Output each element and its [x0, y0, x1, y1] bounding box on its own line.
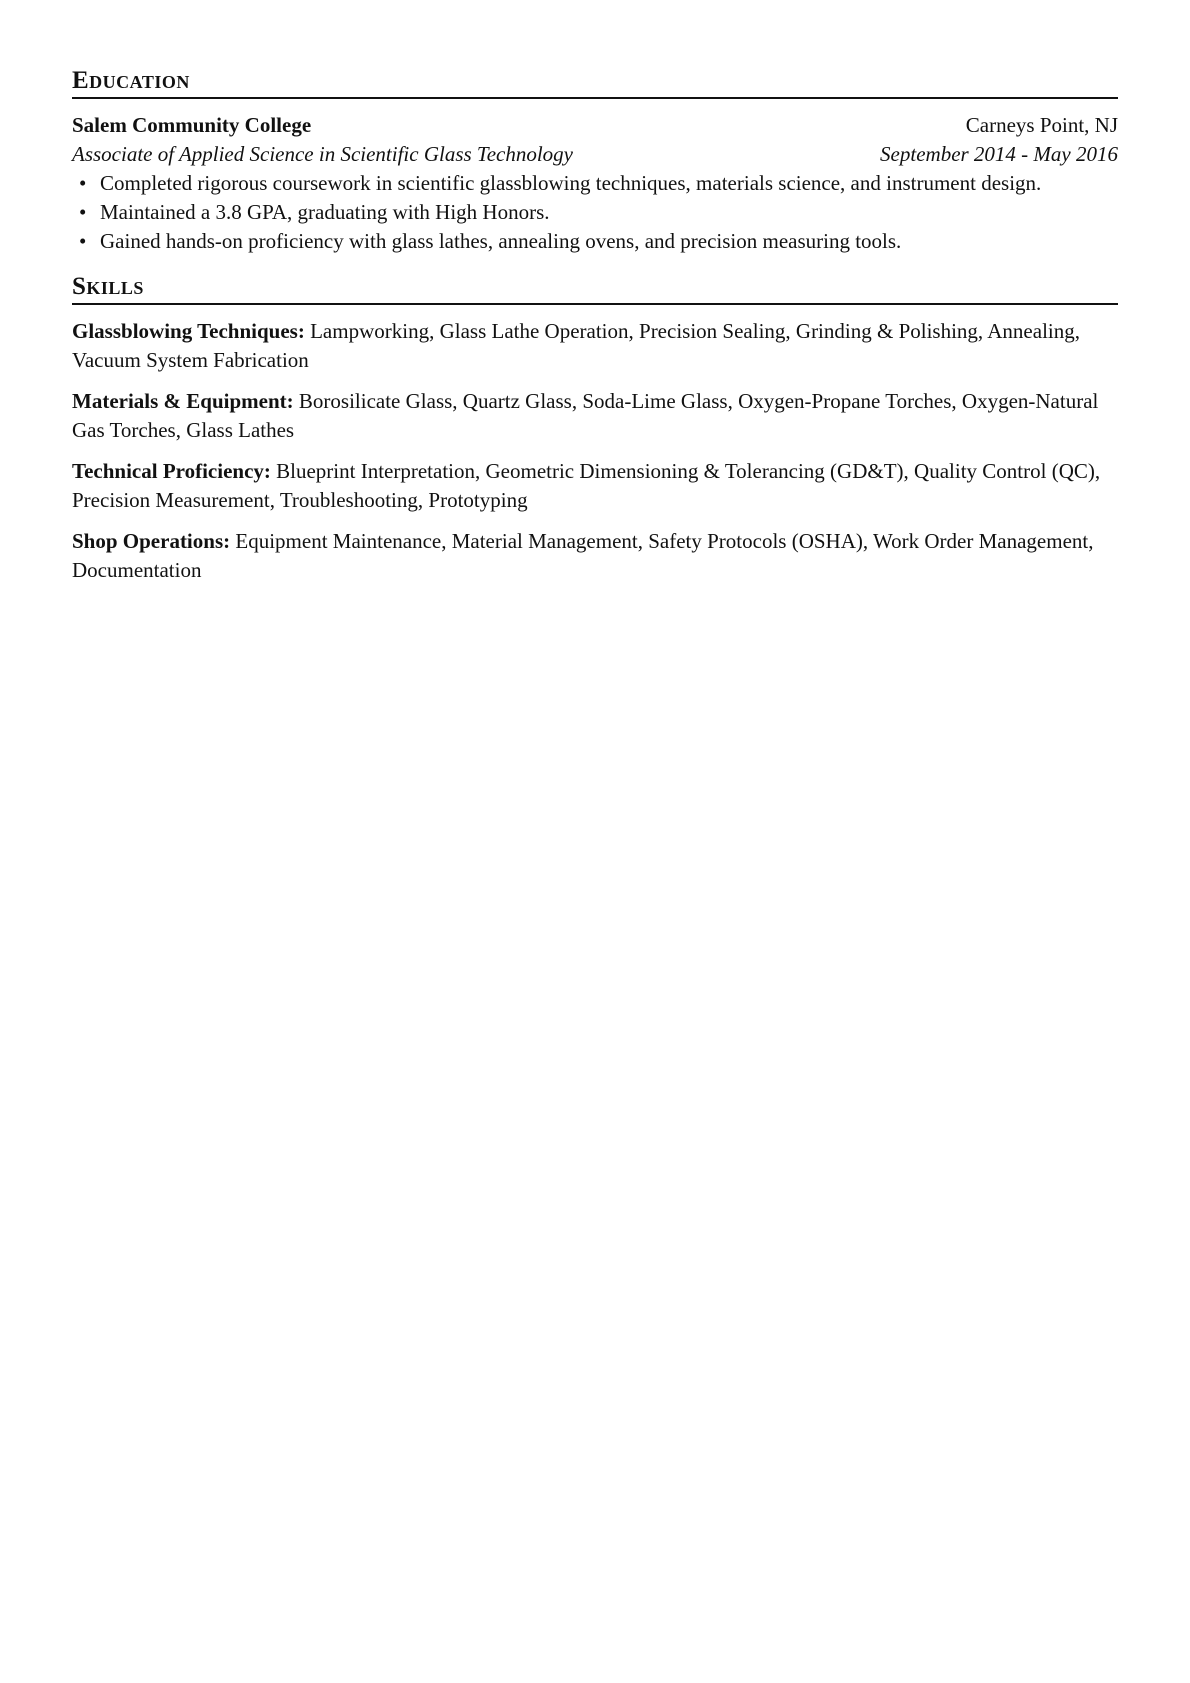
skill-text: Equipment Maintenance, Material Management, Safety Protocols (OSHA), Work Order Management, Documentation	[72, 529, 1094, 582]
skill-text: Lampworking, Glass Lathe Operation, Precision Sealing, Grinding & Polishing, Annealing, Vacuum System Fabrication	[72, 319, 1080, 372]
list-item	[72, 227, 1118, 256]
skill-item-technical	[72, 457, 1118, 515]
bullet-text: Maintained a 3.8 GPA, graduating with High Honors.	[100, 200, 550, 224]
school-location: Carneys Point, NJ	[965, 113, 1118, 137]
education-section	[72, 68, 1118, 256]
skill-label: Technical Proficiency:	[72, 459, 271, 483]
bullet-icon: •	[79, 171, 87, 195]
school-name: Salem Community College	[72, 113, 312, 137]
education-bullet-list	[72, 169, 1118, 256]
bullet-icon: •	[79, 200, 87, 224]
education-divider	[72, 97, 1118, 99]
skill-label: Shop Operations:	[72, 529, 231, 553]
list-item	[72, 169, 1118, 198]
skill-label: Glassblowing Techniques:	[72, 319, 305, 343]
skill-item-glassblowing	[72, 317, 1118, 375]
bullet-text: Completed rigorous coursework in scientific glassblowing techniques, materials science, and instrument design.	[100, 171, 1042, 195]
education-entry-header	[72, 111, 1118, 140]
skill-text: Borosilicate Glass, Quartz Glass, Soda-Lime Glass, Oxygen-Propane Torches, Oxygen-Natural Gas Torches, Glass Lathes	[72, 389, 1099, 442]
list-item	[72, 198, 1118, 227]
degree-name: Associate of Applied Science in Scientific Glass Technology	[72, 142, 573, 166]
skill-item-shop-operations	[72, 527, 1118, 585]
skill-item-materials	[72, 387, 1118, 445]
education-entry-subheader	[72, 140, 1118, 169]
skills-section	[72, 274, 1118, 585]
skill-text: Blueprint Interpretation, Geometric Dimensioning & Tolerancing (GD&T), Quality Control (QC), Precision Measurement, Troubleshooting, Prototyping	[72, 459, 1101, 512]
skill-label: Materials & Equipment:	[72, 389, 294, 413]
education-heading: Education	[72, 67, 190, 94]
bullet-text: Gained hands-on proficiency with glass lathes, annealing ovens, and precision measuring tools.	[100, 229, 902, 253]
bullet-icon: •	[79, 229, 87, 253]
skills-divider	[72, 303, 1118, 305]
education-dates: September 2014 - May 2016	[880, 142, 1118, 166]
skills-heading: Skills	[72, 273, 144, 300]
